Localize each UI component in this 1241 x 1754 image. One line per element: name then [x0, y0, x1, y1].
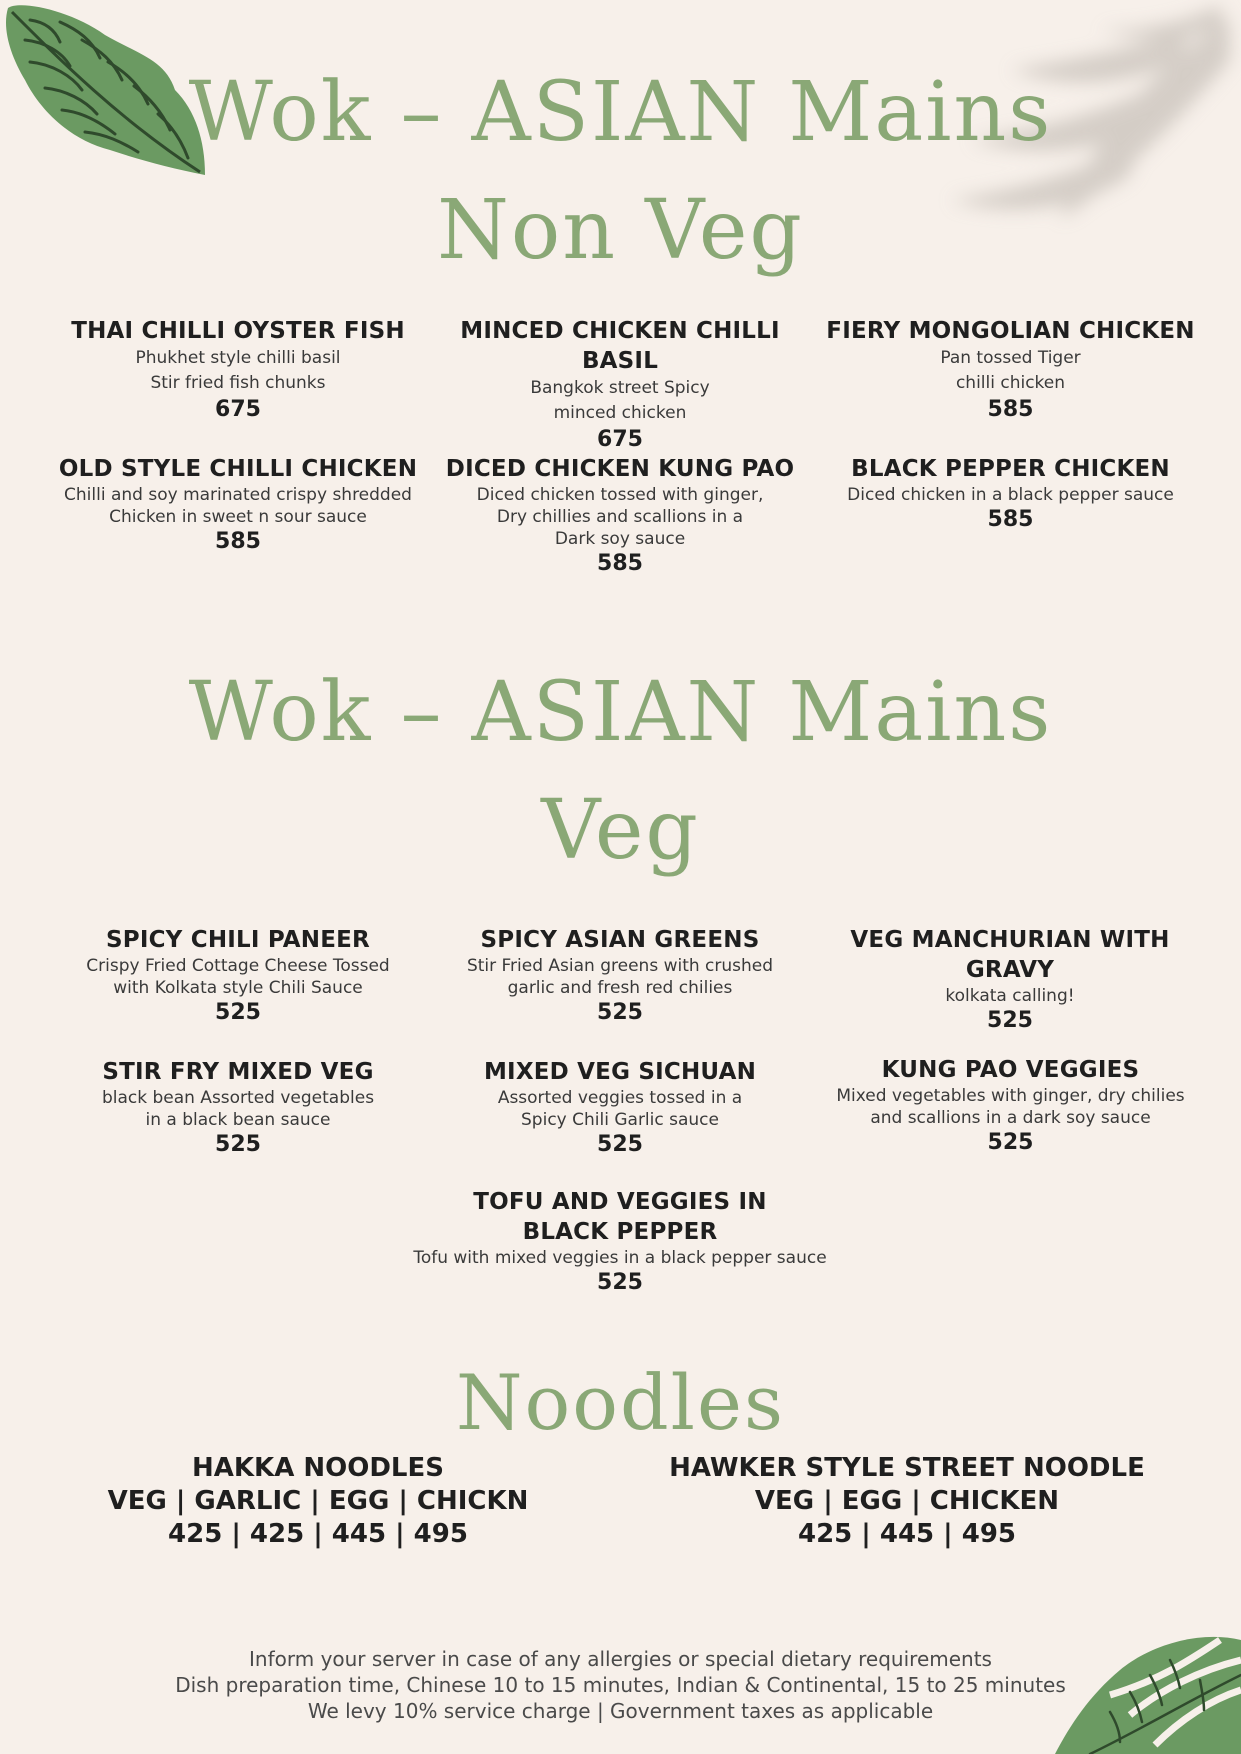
noodle-item — [60, 1452, 576, 1551]
menu-item — [40, 316, 436, 424]
item-description: Mixed vegetables with ginger, dry chilies and scallions in a dark soy sauce — [836, 1086, 1185, 1128]
footer-prep-time-note: Dish preparation time, Chinese 10 to 15 minutes, Indian & Continental, 15 to 25 minutes — [175, 1673, 1066, 1697]
item-price: 675 — [215, 397, 261, 422]
item-description: Chilli and soy marinated crispy shredded Chicken in sweet n sour sauce — [64, 485, 412, 527]
item-price: 585 — [597, 551, 643, 576]
nonveg-title-line1: Wok – ASIAN Mains — [188, 65, 1053, 160]
item-name: KUNG PAO VEGGIES — [881, 1057, 1140, 1083]
item-description: Crispy Fried Cottage Cheese Tossed with Kolkata style Chili Sauce — [86, 956, 390, 998]
item-price: 525 — [215, 1000, 261, 1025]
item-price: 525 — [597, 1270, 643, 1295]
item-description: kolkata calling! — [945, 986, 1075, 1006]
menu-item — [820, 1055, 1201, 1157]
item-name: MIXED VEG SICHUAN — [483, 1059, 757, 1085]
menu-item — [420, 454, 820, 578]
footer-notes — [0, 1646, 1241, 1724]
item-name: MINCED CHICKEN CHILLI BASIL — [460, 318, 780, 374]
item-name: STIR FRY MIXED VEG — [102, 1059, 374, 1085]
item-price: 525 — [987, 1008, 1033, 1033]
menu-item — [420, 316, 820, 454]
item-name: SPICY ASIAN GREENS — [480, 927, 760, 953]
item-price: 585 — [987, 397, 1034, 422]
menu-item — [40, 1057, 436, 1159]
menu-item — [400, 1187, 840, 1297]
item-price: 525 — [215, 1132, 261, 1157]
item-name: BLACK PEPPER CHICKEN — [851, 456, 1170, 482]
item-description: Tofu with mixed veggies in a black pepper sauce — [413, 1248, 827, 1268]
noodle-variants: VEG | GARLIC | EGG | CHICKN — [107, 1486, 529, 1516]
item-description: Stir Fried Asian greens with crushed garlic and fresh red chilies — [466, 956, 774, 998]
footer-service-charge-note: We levy 10% service charge | Government taxes as applicable — [307, 1699, 934, 1723]
menu-item — [420, 1057, 820, 1159]
footer-allergy-note: Inform your server in case of any allergies or special dietary requirements — [249, 1647, 992, 1671]
noodles-title: Noodles — [456, 1358, 785, 1447]
noodle-prices: 425 | 445 | 495 — [797, 1519, 1017, 1549]
noodle-name: HAKKA NOODLES — [192, 1453, 444, 1483]
noodle-item — [640, 1452, 1174, 1551]
item-price: 525 — [597, 1000, 643, 1025]
item-name: VEG MANCHURIAN WITH GRAVY — [850, 927, 1170, 983]
item-description: Diced chicken tossed with ginger, Dry chillies and scallions in a Dark soy sauce — [476, 485, 764, 549]
menu-item — [40, 925, 436, 1027]
item-name: FIERY MONGOLIAN CHICKEN — [826, 318, 1195, 344]
item-price: 585 — [215, 529, 261, 554]
veg-title-line2: Veg — [541, 783, 700, 878]
item-description: Diced chicken in a black pepper sauce — [847, 485, 1174, 505]
item-name: DICED CHICKEN KUNG PAO — [445, 456, 795, 482]
nonveg-title-line2: Non Veg — [437, 183, 804, 278]
item-price: 525 — [987, 1130, 1034, 1155]
noodle-prices: 425 | 425 | 445 | 495 — [168, 1519, 468, 1549]
item-description: black bean Assorted vegetables in a black bean sauce — [101, 1088, 375, 1130]
item-description: Bangkok street Spicy minced chicken — [530, 378, 710, 423]
item-name: OLD STYLE CHILLI CHICKEN — [58, 456, 418, 482]
item-name: THAI CHILLI OYSTER FISH — [71, 318, 405, 344]
item-description: Assorted veggies tossed in a Spicy Chili Garlic sauce — [497, 1088, 743, 1130]
item-price: 525 — [597, 1132, 643, 1157]
menu-item — [820, 316, 1201, 424]
item-price: 675 — [597, 427, 643, 452]
menu-item — [40, 454, 436, 556]
item-description: Phukhet style chilli basil Stir fried fish chunks — [135, 348, 341, 393]
item-description: Pan tossed Tiger chilli chicken — [940, 348, 1081, 393]
menu-item — [850, 925, 1170, 1035]
veg-title-line1: Wok – ASIAN Mains — [188, 665, 1053, 760]
noodle-name: HAWKER STYLE STREET NOODLE — [669, 1453, 1145, 1483]
item-price: 585 — [987, 507, 1034, 532]
menu-item — [820, 454, 1201, 534]
menu-item — [420, 925, 820, 1027]
item-name: SPICY CHILI PANEER — [106, 927, 370, 953]
noodle-variants: VEG | EGG | CHICKEN — [754, 1486, 1060, 1516]
item-name: TOFU AND VEGGIES IN BLACK PEPPER — [473, 1189, 767, 1245]
